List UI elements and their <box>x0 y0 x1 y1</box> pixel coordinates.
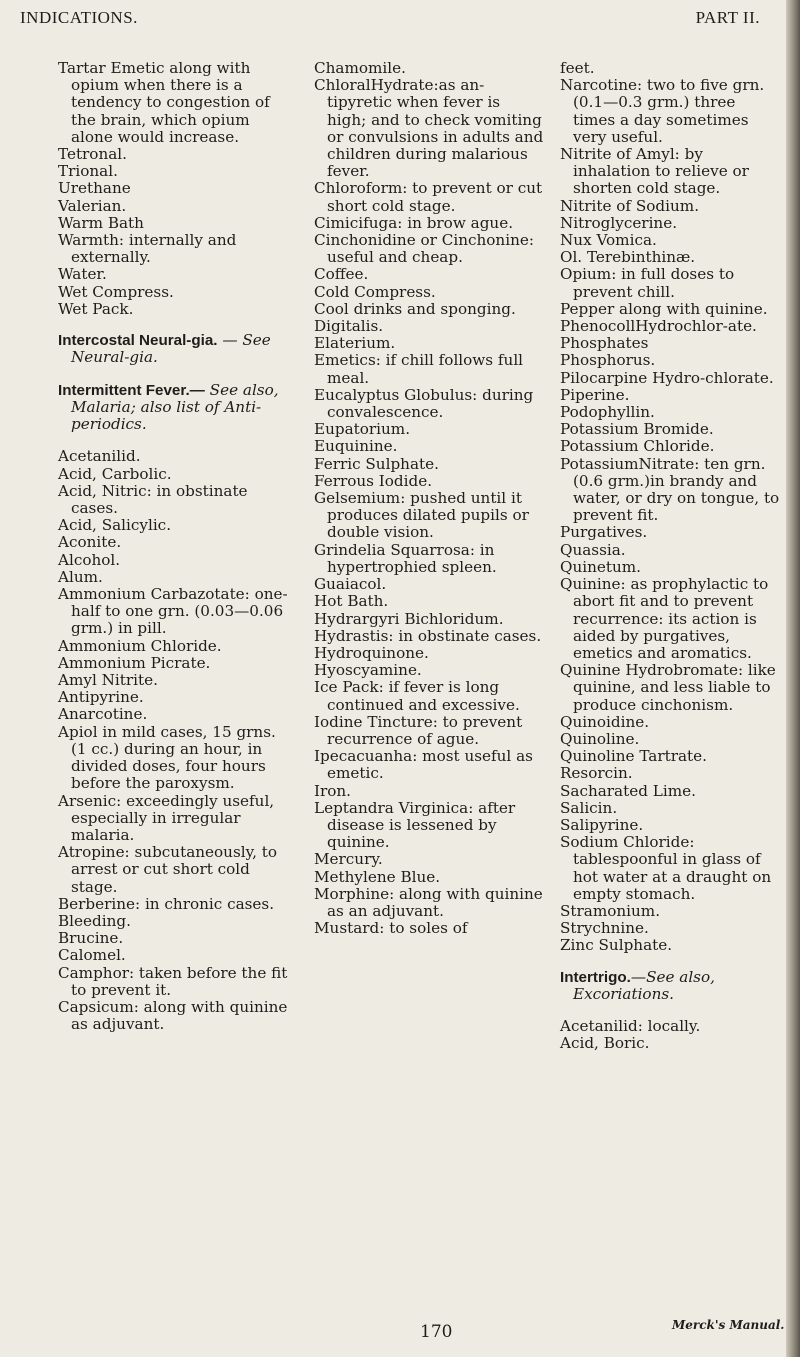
list-item: Valerian. <box>58 196 127 215</box>
list-item: Wet Compress. <box>58 282 174 301</box>
list-item: Grindelia Squarrosa: in hypertrophied spleen. <box>314 540 497 576</box>
list-item: Guaiacol. <box>314 575 387 594</box>
list-item: Methylene Blue. <box>314 867 441 886</box>
list-item: Sacharated Lime. <box>560 781 696 800</box>
list-item: Hyoscyamine. <box>314 661 422 680</box>
list-item: Chloroform: to prevent or cut short cold stage. <box>314 179 543 215</box>
list-item: Iodine Tincture: to prevent recurrence of ague. <box>314 712 523 748</box>
list-item: Amyl Nitrite. <box>58 671 158 690</box>
list-item: Warmth: internally and externally. <box>58 231 237 267</box>
running-header-left: INDICATIONS. <box>20 8 138 27</box>
list-item: Anarcotine. <box>58 705 148 724</box>
list-item: Ammonium Carbazotate: one-half to one grn. (0.03—0.06 grm.) in pill. <box>58 585 288 638</box>
list-item: Hydrastis: in obstinate cases. <box>314 626 542 645</box>
page-edge <box>786 0 800 1357</box>
list-item: Cold Compress. <box>314 282 436 301</box>
list-item: Hydrargyri Bichloridum. <box>314 609 504 628</box>
list-item: Elaterium. <box>314 334 396 353</box>
list-item: Quinoline Tartrate. <box>560 747 707 766</box>
column-2 <box>314 60 544 937</box>
list-item: Atropine: subcutaneously, to arrest or cut short cold stage. <box>58 843 278 896</box>
list-item: Water. <box>58 265 107 284</box>
section-heading-intertrigo <box>560 969 780 1003</box>
list-item: Quinine: as prophylactic to abort fit and to prevent recurrence: its action is aided by purgatives, emetics and aromatics. <box>560 575 769 662</box>
remedy-list <box>560 1018 780 1052</box>
list-item: Iron. <box>314 781 352 800</box>
list-item: Arsenic: exceedingly useful, especially in irregular malaria. <box>58 791 275 844</box>
list-item: Alum. <box>58 567 103 586</box>
list-item: Berberine: in chronic cases. <box>58 894 275 913</box>
list-item: Quinetum. <box>560 557 641 576</box>
page-number: 170 <box>420 1322 453 1342</box>
list-item: Tartar Emetic along with opium when there is a tendency to congestion of the brain, which opium alone would increase. <box>58 59 270 146</box>
list-item: Brucine. <box>58 929 124 948</box>
list-item: Quinine Hydrobromate: like quinine, and less liable to produce cinchonism. <box>560 661 776 714</box>
list-item: Calomel. <box>58 946 126 965</box>
list-item: Quinoline. <box>560 729 640 748</box>
list-item: Ice Pack: if fever is long continued and excessive. <box>314 678 520 714</box>
list-item: Nitrite of Sodium. <box>560 196 700 215</box>
list-item: Alcohol. <box>58 550 121 569</box>
running-header-right: PART II. <box>695 8 760 27</box>
list-item: Chamomile. <box>314 59 406 77</box>
section-title: Intertrigo. <box>560 968 631 986</box>
list-item: Acetanilid: locally. <box>560 1017 701 1036</box>
list-item: Piperine. <box>560 385 630 404</box>
list-item: Salicin. <box>560 798 618 817</box>
list-item: Zinc Sulphate. <box>560 936 673 955</box>
list-item: Phosphorus. <box>560 351 656 370</box>
list-item: Quassia. <box>560 540 626 559</box>
footer-signature: Merck's Manual. <box>672 1318 785 1332</box>
list-item: Potassium Bromide. <box>560 420 714 439</box>
list-item: Ammonium Chloride. <box>58 636 222 655</box>
list-item: Pilocarpine Hydro-chlorate. <box>560 368 774 387</box>
list-item: Mustard: to soles of <box>314 919 468 938</box>
list-item: Acid, Salicylic. <box>58 516 172 535</box>
list-item: Opium: in full doses to prevent chill. <box>560 265 735 301</box>
list-item: Wet Pack. <box>58 299 134 318</box>
list-item: Eupatorium. <box>314 420 411 439</box>
list-item: Salipyrine. <box>560 815 644 834</box>
list-item: Tetronal. <box>58 145 127 164</box>
list-item: Strychnine. <box>560 919 649 938</box>
list-item: PotassiumNitrate: ten grn.(0.6 grm.)in brandy and water, or dry on tongue, to prevent fit. <box>560 454 780 525</box>
section-heading-intercostal-neuralgia <box>58 332 288 366</box>
list-item: Emetics: if chill follows full meal. <box>314 351 524 387</box>
list-item: Morphine: along with quinine as an adjuvant. <box>314 884 543 920</box>
list-item: Leptandra Virginica: after disease is lessened by quinine. <box>314 798 516 852</box>
list-item: Ol. Terebinthinæ. <box>560 248 696 267</box>
list-item: Ferric Sulphate. <box>314 454 439 473</box>
list-item: Digitalis. <box>314 317 384 336</box>
list-item: Ammonium Picrate. <box>58 653 211 672</box>
list-item: Cimicifuga: in brow ague. <box>314 213 514 232</box>
list-item: Pepper along with quinine. <box>560 299 768 318</box>
section-heading-intermittent-fever <box>58 382 288 434</box>
section-crossref: —See also, Excoriations. <box>573 967 715 1003</box>
list-item: Sodium Chloride: tablespoonful in glass of hot water at a draught on empty stomach. <box>560 833 772 903</box>
list-item: feet. <box>560 59 595 77</box>
list-item: Cinchonidine or Cinchonine: useful and cheap. <box>314 231 534 267</box>
list-item: Potassium Chloride. <box>560 437 715 456</box>
list-item: Nitrite of Amyl: by inhalation to relieve or shorten cold stage. <box>560 145 749 198</box>
list-item: Quinoidine. <box>560 712 650 731</box>
section-crossref: See also, Malaria; also list of Anti-periodics. <box>71 380 279 434</box>
list-item: Urethane <box>58 179 131 198</box>
column-3 <box>560 60 780 1053</box>
list-item: Gelsemium: pushed until it produces dilated pupils or double vision. <box>314 489 529 542</box>
list-item: Acid, Nitric: in obstinate cases. <box>58 481 248 518</box>
list-item: Ipecacuanha: most useful as emetic. <box>314 747 533 783</box>
list-item: Mercury. <box>314 850 383 869</box>
list-item: ChloralHydrate:as an-tipyretic when fever is high; and to check vomiting or convulsions in adults and children during malarious fever. <box>314 76 544 181</box>
list-item: Stramonium. <box>560 901 661 920</box>
list-item: Aconite. <box>58 533 122 552</box>
list-item: Capsicum: along with quinine as adjuvant. <box>58 997 288 1034</box>
list-item: Camphor: taken before the fit to prevent it. <box>58 963 288 999</box>
list-item: Nitroglycerine. <box>560 213 678 232</box>
list-item: Narcotine: two to five grn. (0.1—0.3 grm.) three times a day sometimes very useful. <box>560 76 765 146</box>
list-item: Coffee. <box>314 265 369 284</box>
list-item: Nux Vomica. <box>560 231 657 250</box>
list-item: Purgatives. <box>560 523 648 542</box>
section-title: Intercostal Neural-gia. <box>58 332 218 350</box>
list-item: Eucalyptus Globulus: during convalescence. <box>314 385 534 422</box>
column-1 <box>58 60 288 1033</box>
section-title: Intermittent Fever.— <box>58 381 205 399</box>
list-item: Phosphates <box>560 334 649 353</box>
remedy-list <box>58 448 288 1033</box>
list-item: Apiol in mild cases, 15 grns. (1 cc.) during an hour, in divided doses, four hours before the paroxysm. <box>58 722 276 793</box>
list-item: Euquinine. <box>314 437 398 456</box>
section-crossref: — See Neural-gia. <box>71 331 271 367</box>
list-item: Acid, Boric. <box>560 1034 650 1053</box>
list-item: Hot Bath. <box>314 592 389 611</box>
list-item: Acid, Carbolic. <box>58 464 172 483</box>
list-item: Bleeding. <box>58 911 131 930</box>
list-item: Resorcin. <box>560 764 633 783</box>
list-item: Antipyrine. <box>58 688 144 707</box>
list-item: Trional. <box>58 162 118 181</box>
list-item: Ferrous Iodide. <box>314 471 433 490</box>
list-item: Warm Bath <box>58 213 144 232</box>
list-item: Podophyllin. <box>560 403 655 422</box>
list-item: PhenocollHydrochlor-ate. <box>560 317 757 336</box>
list-item: Hydroquinone. <box>314 643 429 662</box>
list-item: Cool drinks and sponging. <box>314 299 516 318</box>
list-item: Acetanilid. <box>58 447 141 466</box>
